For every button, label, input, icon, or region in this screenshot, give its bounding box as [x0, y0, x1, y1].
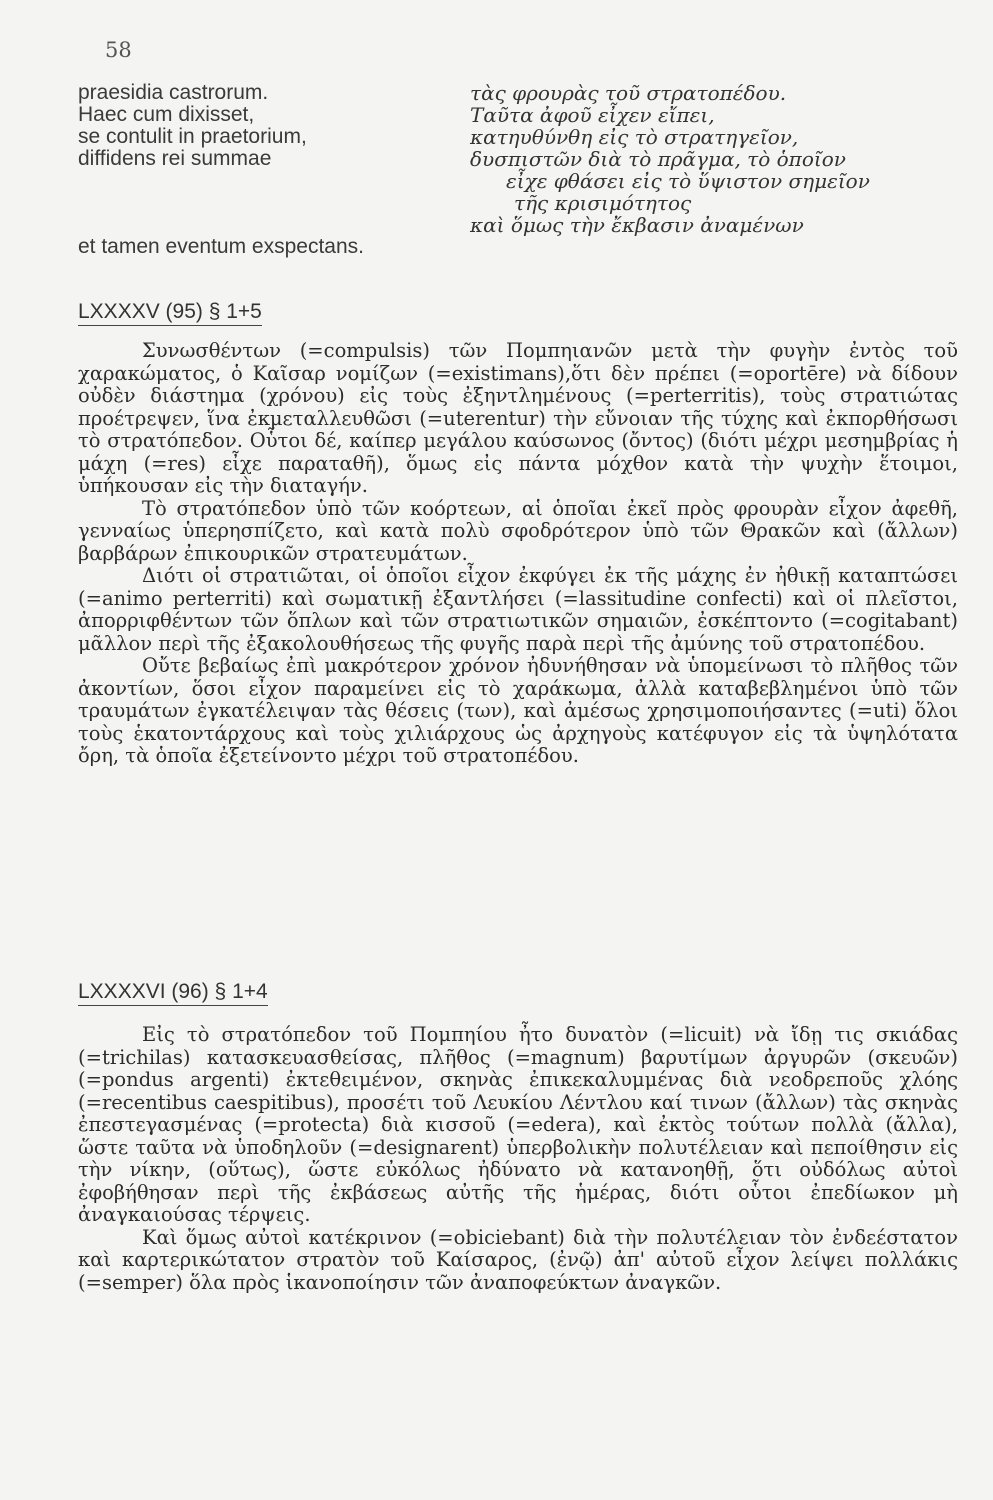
section-heading-96 — [78, 980, 268, 1006]
greek-line: τὰς φρουρὰς τοῦ στρατοπέδου. — [470, 81, 787, 105]
greek-line: καὶ ὅμως τὴν ἔκβασιν ἀναμένων — [470, 213, 804, 237]
latin-column — [78, 82, 478, 258]
paragraph: Οὔτε βεβαίως ἐπὶ μακρότερον χρόνον ἠδυνήθησαν νὰ ὑπομείνωσι τὸ πλῆθος τῶν ἀκοντίων, ὅσοι εἶχον παραμείνει εἰς τὸ χαράκωμα, ἀλλὰ καταβεβλημένοι ὑπὸ τῶν τραυμάτων ἐγκατέλειψαν τὰς θέσεις (των), καὶ ἀμέσως χρησιμοποιήσαντες (=uti) ὅλοι τοὺς ἑκατοντάρχους καὶ τοὺς χιλιάρχους ὡς ἀρχηγοὺς κατέφυγον εἰς τὰ ὑψηλότατα ὄρη, τὰ ὁποῖα ἐξετείνοντο μέχρι τοῦ στρατοπέδου. — [78, 654, 958, 767]
page-number: 58 — [105, 38, 132, 62]
paragraph: Εἰς τὸ στρατόπεδον τοῦ Πομπηίου ἦτο δυνατὸν (=licuit) νὰ ἴδῃ τις σκιάδας (=trichilas) κατασκευασθείσας, πλῆθος (=magnum) βαρυτίμων ἀργυρῶν (σκευῶν) (=pondus argenti) ἐκτεθειμένον, σκηνὰς ἐπικεκαλυμμένας διὰ νεοδρεποῦς χλόης (=recentibus caespitibus), προσέτι τοῦ Λευκίου Λέντλου καί τινων (ἄλλων) τὰς σκηνὰς ἐπεστεγασμένας (=protecta) διὰ κισσοῦ (=edera), καὶ ἐκτὸς τούτων πολλὰ (ἄλλα), ὥστε ταῦτα νὰ ὑποδηλοῦν (=designarent) ὑπερβολικὴν πολυτέλειαν καὶ πεποίθησιν εἰς τὴν νίκην, (οὕτως), ὥστε εὐκόλως ἠδύνατο νὰ κατανοηθῇ, ὅτι οὐδόλως αὐτοὶ ἐφοβήθησαν περὶ τῆς ἐκβάσεως αὐτῆς τῆς ἡμέρας, διότι οὗτοι ἐπεδίωκον μὴ ἀναγκαιούσας τέρψεις. — [78, 1023, 958, 1226]
latin-line: et tamen eventum exspectans. — [78, 235, 364, 258]
section-96-body — [78, 1024, 958, 1294]
latin-line: praesidia castrorum. — [78, 81, 269, 104]
paragraph: Διότι οἱ στρατιῶται, οἱ ὁποῖοι εἶχον ἐκφύγει ἐκ τῆς μάχης ἐν ἠθικῇ καταπτώσει (=animo perterriti) καὶ σωματικῇ ἐξαντλήσει (=lassitudine confecti) καὶ οἱ πλεῖστοι, ἀπορριφθέντων τῶν ὅπλων καὶ τῶν στρατιωτικῶν σημαιῶν, ἐσκέπτοντο (=cogitabant) μᾶλλον περὶ τῆς ἐξακολουθήσεως τῆς φυγῆς παρὰ περὶ τῆς ἀμύνης τοῦ στρατοπέδου. — [78, 564, 958, 655]
section-heading-text: LXXXXV (95) § 1+5 — [78, 300, 262, 326]
latin-line: se contulit in praetorium, — [78, 125, 307, 148]
latin-line: diffidens rei summae — [78, 147, 272, 170]
section-95-body — [78, 340, 958, 768]
paragraph: Συνωσθέντων (=compulsis) τῶν Πομπηιανῶν μετὰ τὴν φυγὴν ἐντὸς τοῦ χαρακώματος, ὁ Καῖσαρ νομίζων (=existimans),ὅτι δὲν πρέπει (=oportēre) νὰ δίδουν οὐδὲν διάστημα (χρόνου) εἰς τοὺς ἐξηντλημένους (=perterritis), τοὺς στρατιώτας προέτρεψεν, ἵνα ἐκμεταλλευθῶσι (=uterentur) τὴν εὔνοιαν τῆς τύχης καὶ ἐκπορθήσωσι τὸ στρατόπεδον. Οὗτοι δέ, καίπερ μεγάλου καύσωνος (ὄντος) (διότι μέχρι μεσημβρίας ἡ μάχη (=res) εἶχε παραταθῆ), ὅμως εἰς πάντα μόχθον κατὰ τὴν ψυχὴν ἕτοιμοι, ὑπήκουσαν εἰς τὴν διαταγήν. — [78, 339, 958, 497]
greek-line: δυσπιστῶν διὰ τὸ πρᾶγμα, τὸ ὁποῖον — [470, 147, 846, 171]
greek-line: τῆς κρισιμότητος — [514, 191, 692, 215]
paragraph: Τὸ στρατόπεδον ὑπὸ τῶν κοόρτεων, αἱ ὁποῖαι ἐκεῖ πρὸς φρουρὰν εἶχον ἀφεθῆ, γενναίως ὑπερησπίζετο, καὶ κατὰ πολὺ σφοδρότερον ὑπὸ τῶν Θρακῶν καὶ (ἄλλων) βαρβάρων ἐπικουρικῶν στρατευμάτων. — [78, 496, 958, 565]
greek-line: κατηυθύνθη εἰς τὸ στρατηγεῖον, — [470, 125, 799, 149]
greek-line: εἶχε φθάσει εἰς τὸ ὕψιστον σημεῖον — [506, 169, 870, 193]
paragraph: Καὶ ὅμως αὐτοὶ κατέκρινον (=obiciebant) διὰ τὴν πολυτέλειαν τὸν ἐνδεέστατον καὶ καρτερικώτατον στρατὸν τοῦ Καίσαρος, (ἐνῷ) ἀπ' αὐτοῦ εἶχον λείψει πολλάκις (=semper) ὅλα πρὸς ἱκανοποίησιν τῶν ἀναποφεύκτων ἀναγκῶν. — [78, 1225, 958, 1294]
section-heading-text: LXXXXVI (96) § 1+4 — [78, 980, 268, 1006]
greek-column — [470, 82, 950, 236]
latin-line: Haec cum dixisset, — [78, 103, 255, 126]
greek-line: Ταῦτα ἀφοῦ εἶχεν εἴπει, — [470, 103, 715, 127]
section-heading-95 — [78, 300, 262, 326]
